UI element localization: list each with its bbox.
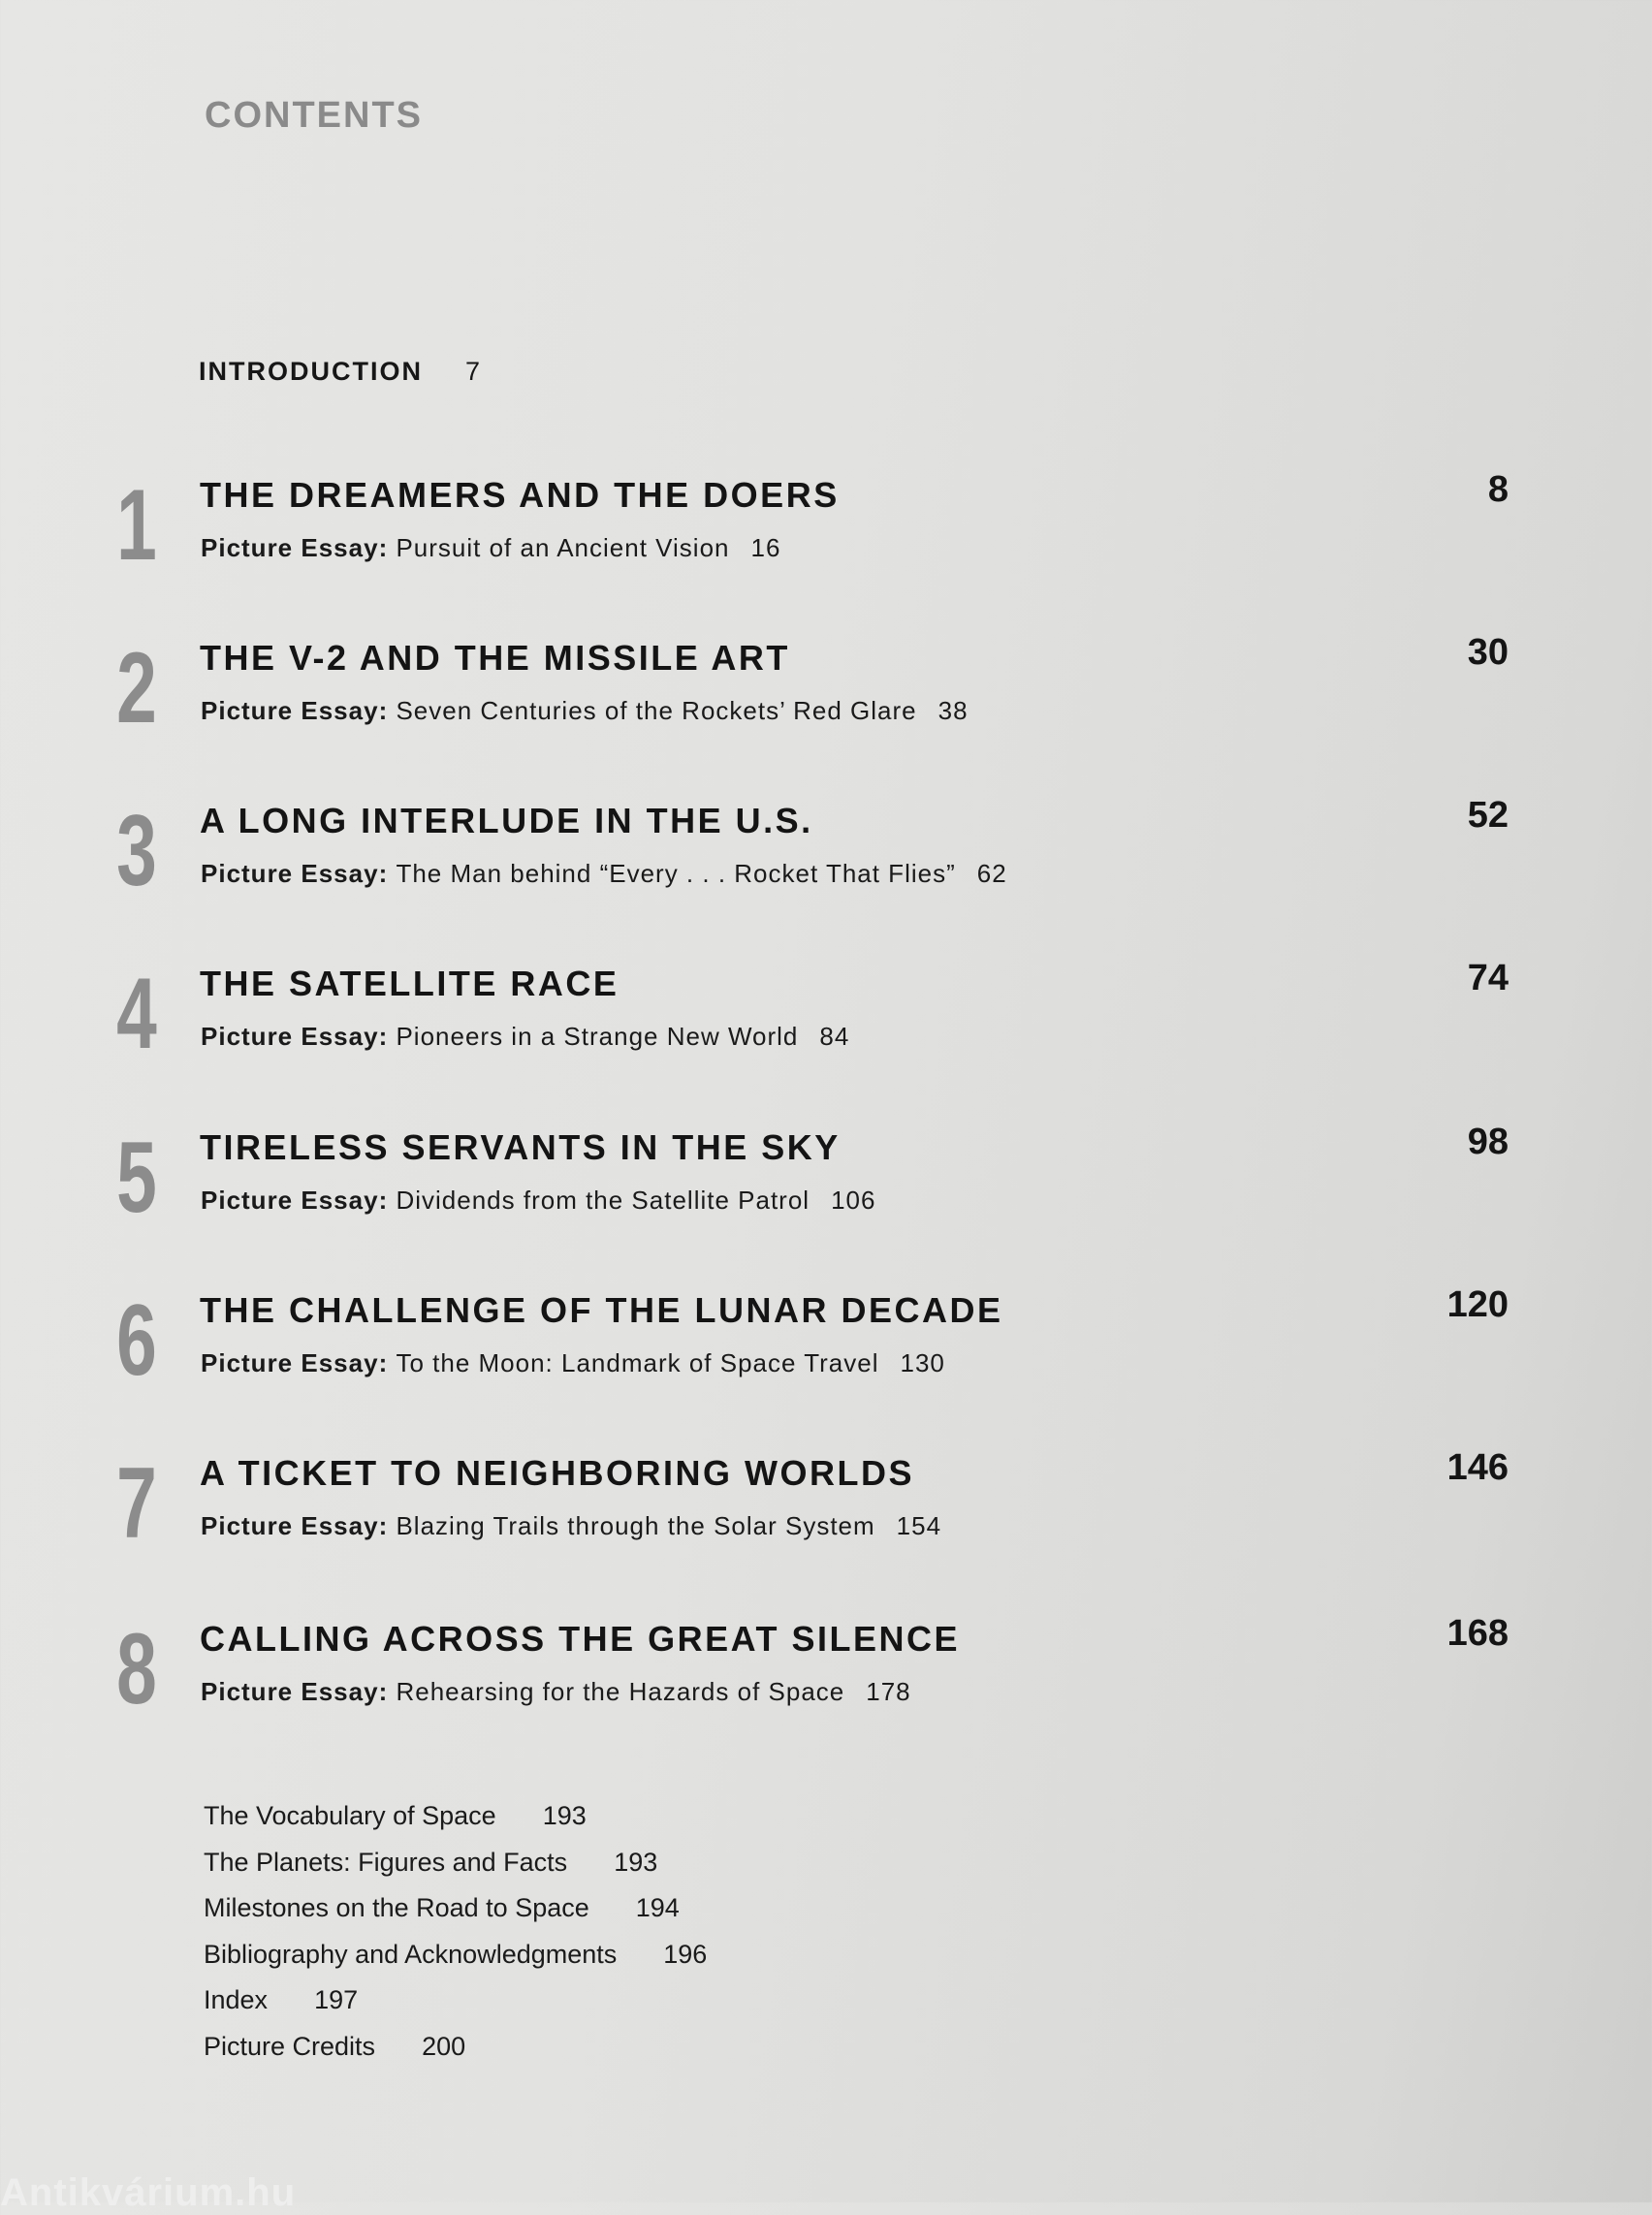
chapter-number: 5	[116, 1122, 157, 1234]
picture-essay: Picture Essay: To the Moon: Landmark of Space Travel 130	[201, 1348, 945, 1377]
picture-essay-title: Blazing Trails through the Solar System	[396, 1511, 875, 1540]
picture-essay-page: 154	[896, 1511, 942, 1540]
back-matter-title: The Planets: Figures and Facts	[204, 1847, 568, 1877]
chapter-title: THE SATELLITE RACE	[200, 964, 620, 1003]
chapter-number: 6	[116, 1284, 157, 1397]
picture-essay-page: 38	[937, 696, 969, 725]
introduction-entry	[199, 357, 480, 387]
picture-essay-label: Picture Essay	[201, 859, 379, 888]
picture-essay-title: Pursuit of an Ancient Vision	[396, 533, 730, 562]
chapter-number: 1	[116, 469, 157, 582]
back-matter-title: The Vocabulary of Space	[204, 1801, 496, 1830]
back-matter-item	[204, 1978, 707, 2024]
picture-essay-page: 16	[750, 533, 781, 562]
chapter-number: 2	[116, 632, 157, 744]
picture-essay-title: Dividends from the Satellite Patrol	[396, 1186, 810, 1215]
back-matter-page: 196	[663, 1939, 708, 1969]
picture-essay-title: Rehearsing for the Hazards of Space	[396, 1677, 845, 1706]
chapter-page: 120	[1446, 1284, 1509, 1325]
chapter-page: 98	[1467, 1122, 1509, 1162]
watermark: Antikvárium.hu	[0, 2171, 297, 2214]
chapter-entry-6	[0, 1284, 1652, 1407]
picture-essay-label: Picture Essay	[201, 696, 379, 725]
back-matter-page: 193	[542, 1801, 587, 1830]
chapter-page: 168	[1446, 1613, 1509, 1654]
chapter-entry-3	[0, 795, 1652, 917]
picture-essay: Picture Essay: Blazing Trails through the Solar System 154	[201, 1511, 942, 1540]
back-matter-item	[204, 1932, 707, 1978]
chapter-page: 30	[1467, 632, 1509, 673]
picture-essay-page: 84	[819, 1022, 850, 1051]
picture-essay: Picture Essay: The Man behind “Every . . . Rocket That Flies” 62	[201, 859, 1007, 888]
chapter-number: 3	[116, 795, 157, 907]
chapter-title: THE CHALLENGE OF THE LUNAR DECADE	[200, 1290, 1003, 1330]
introduction-label: INTRODUCTION	[199, 357, 423, 386]
chapter-title: CALLING ACROSS THE GREAT SILENCE	[200, 1619, 961, 1659]
picture-essay-label: Picture Essay	[201, 533, 379, 562]
back-matter-item	[204, 1885, 707, 1932]
chapter-entry-4	[0, 958, 1652, 1080]
picture-essay-label: Picture Essay	[201, 1022, 379, 1051]
chapter-entry-7	[0, 1447, 1652, 1569]
chapter-entry-5	[0, 1122, 1652, 1244]
picture-essay: Picture Essay: Seven Centuries of the Rockets’ Red Glare 38	[201, 696, 969, 725]
back-matter-item	[204, 2024, 707, 2071]
picture-essay-label: Picture Essay	[201, 1348, 379, 1377]
chapter-entry-2	[0, 632, 1652, 754]
chapter-title: THE V-2 AND THE MISSILE ART	[200, 638, 790, 678]
picture-essay-label: Picture Essay	[201, 1677, 379, 1706]
chapter-page: 8	[1487, 469, 1509, 510]
back-matter-title: Picture Credits	[204, 2031, 376, 2061]
chapter-page: 52	[1467, 795, 1509, 836]
picture-essay: Picture Essay: Pioneers in a Strange New World 84	[201, 1022, 850, 1051]
back-matter-page: 193	[614, 1847, 658, 1877]
picture-essay-label: Picture Essay	[201, 1186, 379, 1215]
picture-essay-title: The Man behind “Every . . . Rocket That Flies”	[396, 859, 956, 888]
picture-essay-title: Pioneers in a Strange New World	[396, 1022, 799, 1051]
chapter-entry-8	[0, 1613, 1652, 1735]
back-matter-title: Milestones on the Road to Space	[204, 1893, 589, 1922]
chapter-number: 8	[116, 1613, 157, 1725]
picture-essay: Picture Essay: Rehearsing for the Hazards of Space 178	[201, 1677, 911, 1706]
chapter-page: 74	[1467, 958, 1509, 998]
chapter-number: 7	[116, 1447, 157, 1560]
picture-essay-label: Picture Essay	[201, 1511, 379, 1540]
picture-essay-title: Seven Centuries of the Rockets’ Red Glare	[396, 696, 917, 725]
back-matter-page: 200	[422, 2031, 466, 2061]
back-matter-list	[204, 1793, 707, 2070]
picture-essay-page: 130	[900, 1348, 945, 1377]
chapter-number: 4	[116, 958, 157, 1070]
back-matter-title: Bibliography and Acknowledgments	[204, 1939, 618, 1969]
back-matter-page: 197	[314, 1985, 359, 2014]
picture-essay-page: 106	[831, 1186, 876, 1215]
page-title: CONTENTS	[205, 95, 423, 136]
chapter-title: A LONG INTERLUDE IN THE U.S.	[200, 801, 813, 840]
back-matter-item	[204, 1840, 707, 1886]
chapter-title: THE DREAMERS AND THE DOERS	[200, 475, 840, 515]
back-matter-page: 194	[635, 1893, 680, 1922]
picture-essay-page: 178	[866, 1677, 911, 1706]
chapter-entry-1	[0, 469, 1652, 591]
introduction-page: 7	[464, 357, 481, 386]
chapter-title: TIRELESS SERVANTS IN THE SKY	[200, 1127, 841, 1167]
chapter-page: 146	[1446, 1447, 1509, 1488]
picture-essay-title: To the Moon: Landmark of Space Travel	[396, 1348, 879, 1377]
picture-essay: Picture Essay: Pursuit of an Ancient Vision 16	[201, 533, 781, 562]
back-matter-title: Index	[204, 1985, 269, 2014]
picture-essay: Picture Essay: Dividends from the Satellite Patrol 106	[201, 1186, 876, 1215]
back-matter-item	[204, 1793, 707, 1840]
picture-essay-page: 62	[976, 859, 1007, 888]
chapter-title: A TICKET TO NEIGHBORING WORLDS	[200, 1453, 914, 1493]
